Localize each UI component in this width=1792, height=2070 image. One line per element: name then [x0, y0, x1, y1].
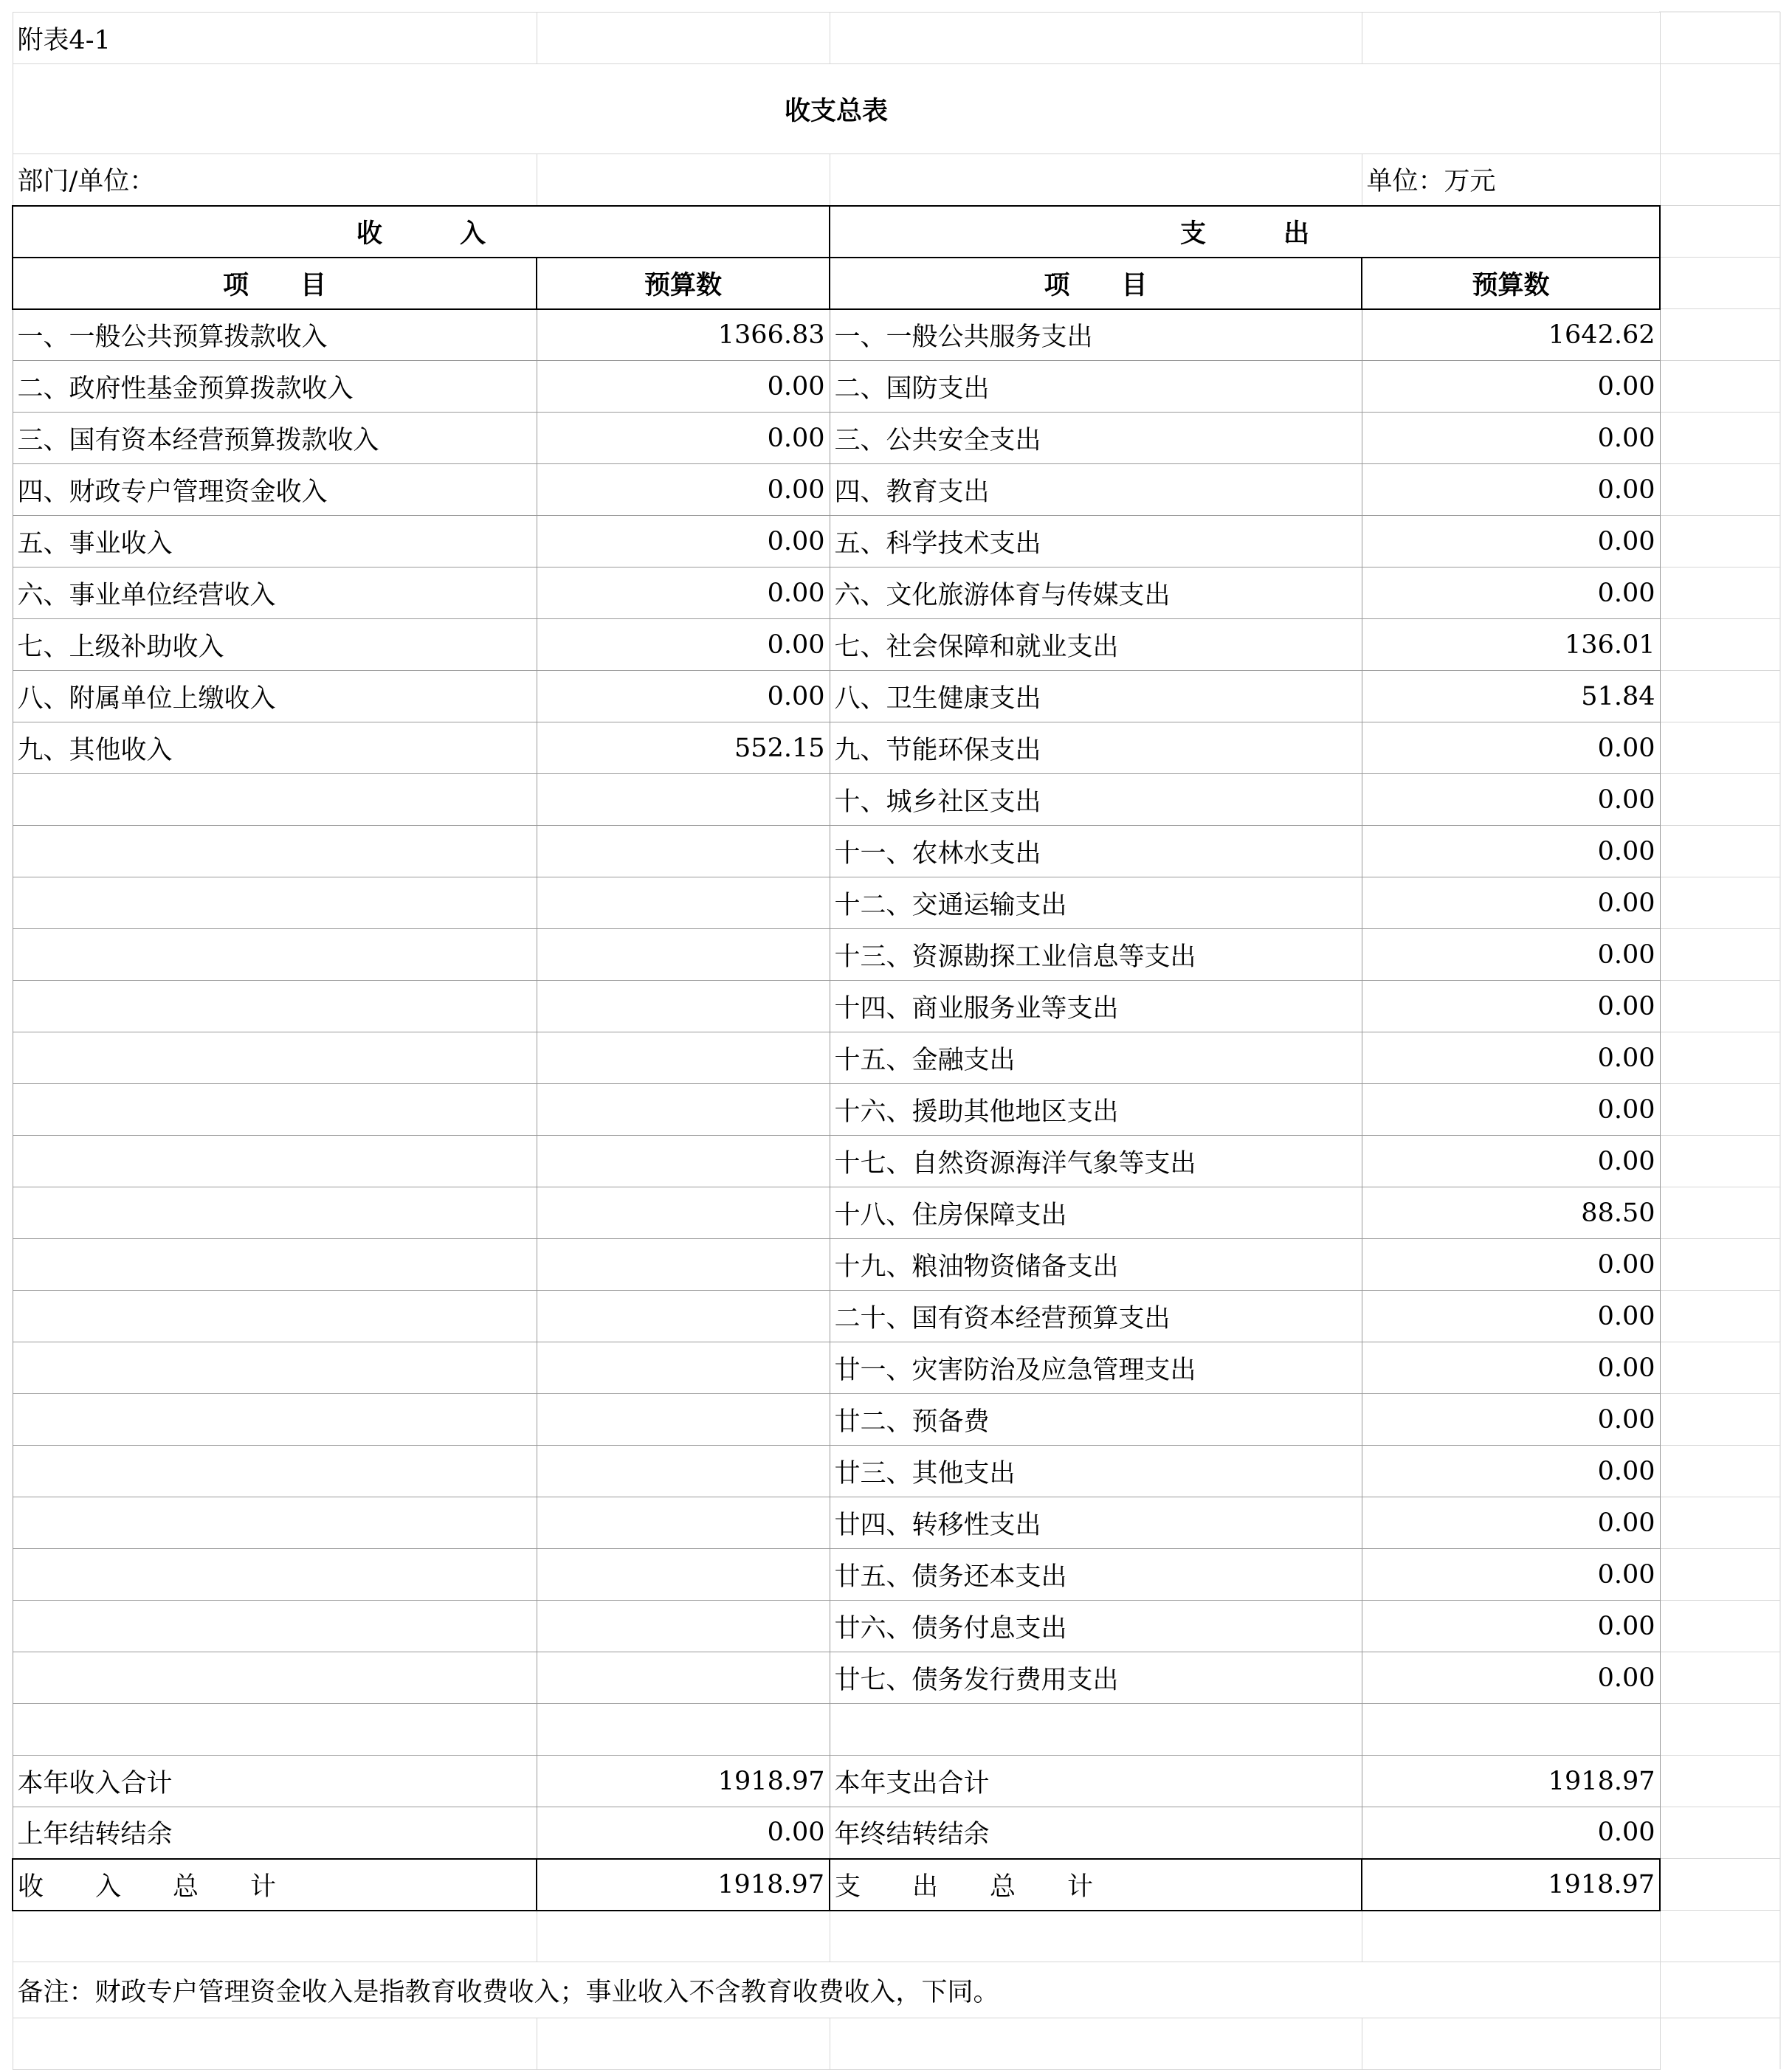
attachment-row — [13, 13, 1660, 64]
expense-value-cell: 0.00 — [1362, 1497, 1660, 1549]
income-item-cell: 一、一般公共预算拨款收入 — [13, 309, 537, 361]
income-item-cell — [13, 826, 537, 877]
expense-value-cell: 0.00 — [1362, 1291, 1660, 1342]
table-row — [13, 1704, 1660, 1756]
table-row — [13, 671, 1660, 722]
expense-item-cell: 廿三、其他支出 — [830, 1446, 1362, 1497]
expense-item-cell: 四、教育支出 — [830, 464, 1362, 516]
table-row — [13, 413, 1660, 464]
expense-item-cell: 廿六、债务付息支出 — [830, 1601, 1362, 1652]
income-value-cell: 0.00 — [537, 567, 830, 619]
income-value-cell: 0.00 — [537, 413, 830, 464]
expense-item-cell: 十一、农林水支出 — [830, 826, 1362, 877]
expense-budget-header: 预算数 — [1362, 258, 1660, 309]
table-row — [13, 1601, 1660, 1652]
expense-item-cell: 八、卫生健康支出 — [830, 671, 1362, 722]
expense-value-cell: 136.01 — [1362, 619, 1660, 671]
spacer-row — [13, 1911, 1660, 1962]
income-item-cell — [13, 1601, 537, 1652]
expense-item-cell: 年终结转结余 — [830, 1807, 1362, 1859]
table-row — [13, 1032, 1660, 1084]
income-section-header: 收 入 — [13, 206, 830, 258]
expense-value-cell — [1362, 1704, 1660, 1756]
table-row — [13, 1187, 1660, 1239]
income-item-cell: 九、其他收入 — [13, 722, 537, 774]
income-item-header: 项 目 — [13, 258, 537, 309]
expense-item-cell: 十二、交通运输支出 — [830, 877, 1362, 929]
table-row — [13, 1652, 1660, 1704]
table-row — [13, 1084, 1660, 1136]
income-item-cell — [13, 1291, 537, 1342]
income-budget-header: 预算数 — [537, 258, 830, 309]
expense-item-cell: 十八、住房保障支出 — [830, 1187, 1362, 1239]
expense-value-cell: 0.00 — [1362, 1394, 1660, 1446]
income-item-cell: 二、政府性基金预算拨款收入 — [13, 361, 537, 413]
expense-value-cell: 0.00 — [1362, 1084, 1660, 1136]
expense-value-cell: 0.00 — [1362, 1549, 1660, 1601]
expense-value-cell: 51.84 — [1362, 671, 1660, 722]
expense-value-cell: 88.50 — [1362, 1187, 1660, 1239]
expense-item-cell: 十四、商业服务业等支出 — [830, 981, 1362, 1032]
title-row — [13, 64, 1660, 154]
expense-value-cell: 0.00 — [1362, 1446, 1660, 1497]
expense-item-cell: 廿五、债务还本支出 — [830, 1549, 1362, 1601]
income-item-cell — [13, 981, 537, 1032]
expense-value-cell: 0.00 — [1362, 877, 1660, 929]
meta-row — [13, 154, 1660, 206]
table-row — [13, 826, 1660, 877]
income-item-cell — [13, 1652, 537, 1704]
footnote: 备注：财政专户管理资金收入是指教育收费收入；事业收入不含教育收费收入，下同。 — [13, 1962, 1660, 2018]
income-item-cell: 七、上级补助收入 — [13, 619, 537, 671]
section-header-row — [13, 206, 1660, 258]
income-value-cell: 0.00 — [537, 671, 830, 722]
table-row — [13, 1394, 1660, 1446]
income-value-cell — [537, 1446, 830, 1497]
table-row — [13, 567, 1660, 619]
expense-value-cell: 0.00 — [1362, 774, 1660, 826]
income-value-cell — [537, 1394, 830, 1446]
income-value-cell — [537, 981, 830, 1032]
income-value-cell: 1918.97 — [537, 1859, 830, 1911]
expense-item-header: 项 目 — [830, 258, 1362, 309]
expense-value-cell: 0.00 — [1362, 929, 1660, 981]
table-row — [13, 516, 1660, 567]
table-row — [13, 361, 1660, 413]
income-value-cell — [537, 1084, 830, 1136]
expense-item-cell: 三、公共安全支出 — [830, 413, 1362, 464]
expense-value-cell: 0.00 — [1362, 1652, 1660, 1704]
table-row — [13, 1807, 1660, 1859]
table-row — [13, 774, 1660, 826]
income-value-cell — [537, 1291, 830, 1342]
expense-value-cell: 0.00 — [1362, 1239, 1660, 1291]
income-value-cell: 0.00 — [537, 464, 830, 516]
income-value-cell — [537, 774, 830, 826]
income-item-cell — [13, 1239, 537, 1291]
table-row — [13, 619, 1660, 671]
income-value-cell: 0.00 — [537, 361, 830, 413]
note-row — [13, 1962, 1660, 2018]
income-item-cell — [13, 929, 537, 981]
expense-item-cell: 廿二、预备费 — [830, 1394, 1362, 1446]
table-row — [13, 1549, 1660, 1601]
expense-item-cell: 十五、金融支出 — [830, 1032, 1362, 1084]
income-item-cell — [13, 1497, 537, 1549]
income-value-cell — [537, 1601, 830, 1652]
table-row — [13, 309, 1660, 361]
table-row — [13, 981, 1660, 1032]
income-value-cell — [537, 1239, 830, 1291]
expense-item-cell: 廿一、灾害防治及应急管理支出 — [830, 1342, 1362, 1394]
income-item-cell: 收 入 总 计 — [13, 1859, 537, 1911]
expense-item-cell: 六、文化旅游体育与传媒支出 — [830, 567, 1362, 619]
expense-item-cell: 七、社会保障和就业支出 — [830, 619, 1362, 671]
unit-label: 单位：万元 — [1362, 154, 1660, 206]
income-item-cell — [13, 1704, 537, 1756]
expense-item-cell: 二十、国有资本经营预算支出 — [830, 1291, 1362, 1342]
income-value-cell: 0.00 — [537, 516, 830, 567]
trailing-row — [13, 2018, 1660, 2070]
table-row — [13, 722, 1660, 774]
income-value-cell — [537, 1187, 830, 1239]
expense-item-cell: 本年支出合计 — [830, 1756, 1362, 1807]
income-value-cell — [537, 1497, 830, 1549]
table-row — [13, 1239, 1660, 1291]
table-row — [13, 1497, 1660, 1549]
page-title: 收支总表 — [13, 64, 1660, 154]
income-value-cell: 1366.83 — [537, 309, 830, 361]
expense-item-cell: 十九、粮油物资储备支出 — [830, 1239, 1362, 1291]
expense-item-cell: 十六、援助其他地区支出 — [830, 1084, 1362, 1136]
dept-label: 部门/单位： — [13, 154, 537, 206]
expense-value-cell: 0.00 — [1362, 413, 1660, 464]
income-item-cell — [13, 1084, 537, 1136]
income-value-cell — [537, 1704, 830, 1756]
income-value-cell: 552.15 — [537, 722, 830, 774]
income-item-cell — [13, 1032, 537, 1084]
expense-value-cell: 1642.62 — [1362, 309, 1660, 361]
income-value-cell — [537, 1652, 830, 1704]
expense-item-cell: 十三、资源勘探工业信息等支出 — [830, 929, 1362, 981]
expense-value-cell: 0.00 — [1362, 567, 1660, 619]
expense-value-cell: 0.00 — [1362, 464, 1660, 516]
table-row — [13, 1859, 1660, 1911]
income-item-cell — [13, 877, 537, 929]
expense-value-cell: 0.00 — [1362, 826, 1660, 877]
expense-value-cell: 0.00 — [1362, 516, 1660, 567]
expense-value-cell: 0.00 — [1362, 1807, 1660, 1859]
expense-item-cell: 九、节能环保支出 — [830, 722, 1362, 774]
table-row — [13, 877, 1660, 929]
income-item-cell — [13, 1549, 537, 1601]
table-row — [13, 1756, 1660, 1807]
income-item-cell — [13, 1136, 537, 1187]
expense-item-cell: 支 出 总 计 — [830, 1859, 1362, 1911]
income-value-cell: 0.00 — [537, 1807, 830, 1859]
expense-section-header: 支 出 — [830, 206, 1660, 258]
income-item-cell: 六、事业单位经营收入 — [13, 567, 537, 619]
expense-value-cell: 0.00 — [1362, 1342, 1660, 1394]
expense-value-cell: 0.00 — [1362, 981, 1660, 1032]
income-value-cell — [537, 1136, 830, 1187]
income-item-cell: 三、国有资本经营预算拨款收入 — [13, 413, 537, 464]
income-value-cell — [537, 1032, 830, 1084]
attachment-label: 附表4-1 — [13, 13, 537, 64]
income-value-cell — [537, 1342, 830, 1394]
income-item-cell: 本年收入合计 — [13, 1756, 537, 1807]
table-row — [13, 1291, 1660, 1342]
expense-value-cell: 0.00 — [1362, 1601, 1660, 1652]
expense-value-cell: 1918.97 — [1362, 1756, 1660, 1807]
income-item-cell — [13, 1446, 537, 1497]
expense-item-cell: 二、国防支出 — [830, 361, 1362, 413]
expense-item-cell: 五、科学技术支出 — [830, 516, 1362, 567]
column-header-row — [13, 258, 1660, 309]
expense-item-cell: 廿四、转移性支出 — [830, 1497, 1362, 1549]
expense-value-cell: 0.00 — [1362, 1136, 1660, 1187]
income-item-cell: 八、附属单位上缴收入 — [13, 671, 537, 722]
table-row — [13, 1136, 1660, 1187]
expense-value-cell: 0.00 — [1362, 1032, 1660, 1084]
expense-value-cell: 0.00 — [1362, 722, 1660, 774]
income-item-cell: 上年结转结余 — [13, 1807, 537, 1859]
table-row — [13, 929, 1660, 981]
expense-value-cell: 0.00 — [1362, 361, 1660, 413]
income-value-cell — [537, 877, 830, 929]
expense-item-cell — [830, 1704, 1362, 1756]
income-value-cell: 0.00 — [537, 619, 830, 671]
table-row — [13, 1446, 1660, 1497]
income-item-cell — [13, 1394, 537, 1446]
table-row — [13, 1342, 1660, 1394]
expense-item-cell: 十七、自然资源海洋气象等支出 — [830, 1136, 1362, 1187]
income-item-cell — [13, 774, 537, 826]
income-item-cell: 四、财政专户管理资金收入 — [13, 464, 537, 516]
income-value-cell: 1918.97 — [537, 1756, 830, 1807]
expense-item-cell: 一、一般公共服务支出 — [830, 309, 1362, 361]
income-value-cell — [537, 929, 830, 981]
table-row — [13, 464, 1660, 516]
expense-item-cell: 廿七、债务发行费用支出 — [830, 1652, 1362, 1704]
expense-item-cell: 十、城乡社区支出 — [830, 774, 1362, 826]
expense-value-cell: 1918.97 — [1362, 1859, 1660, 1911]
income-value-cell — [537, 826, 830, 877]
income-item-cell — [13, 1187, 537, 1239]
income-value-cell — [537, 1549, 830, 1601]
income-item-cell: 五、事业收入 — [13, 516, 537, 567]
budget-summary-table — [12, 12, 1661, 2070]
income-item-cell — [13, 1342, 537, 1394]
